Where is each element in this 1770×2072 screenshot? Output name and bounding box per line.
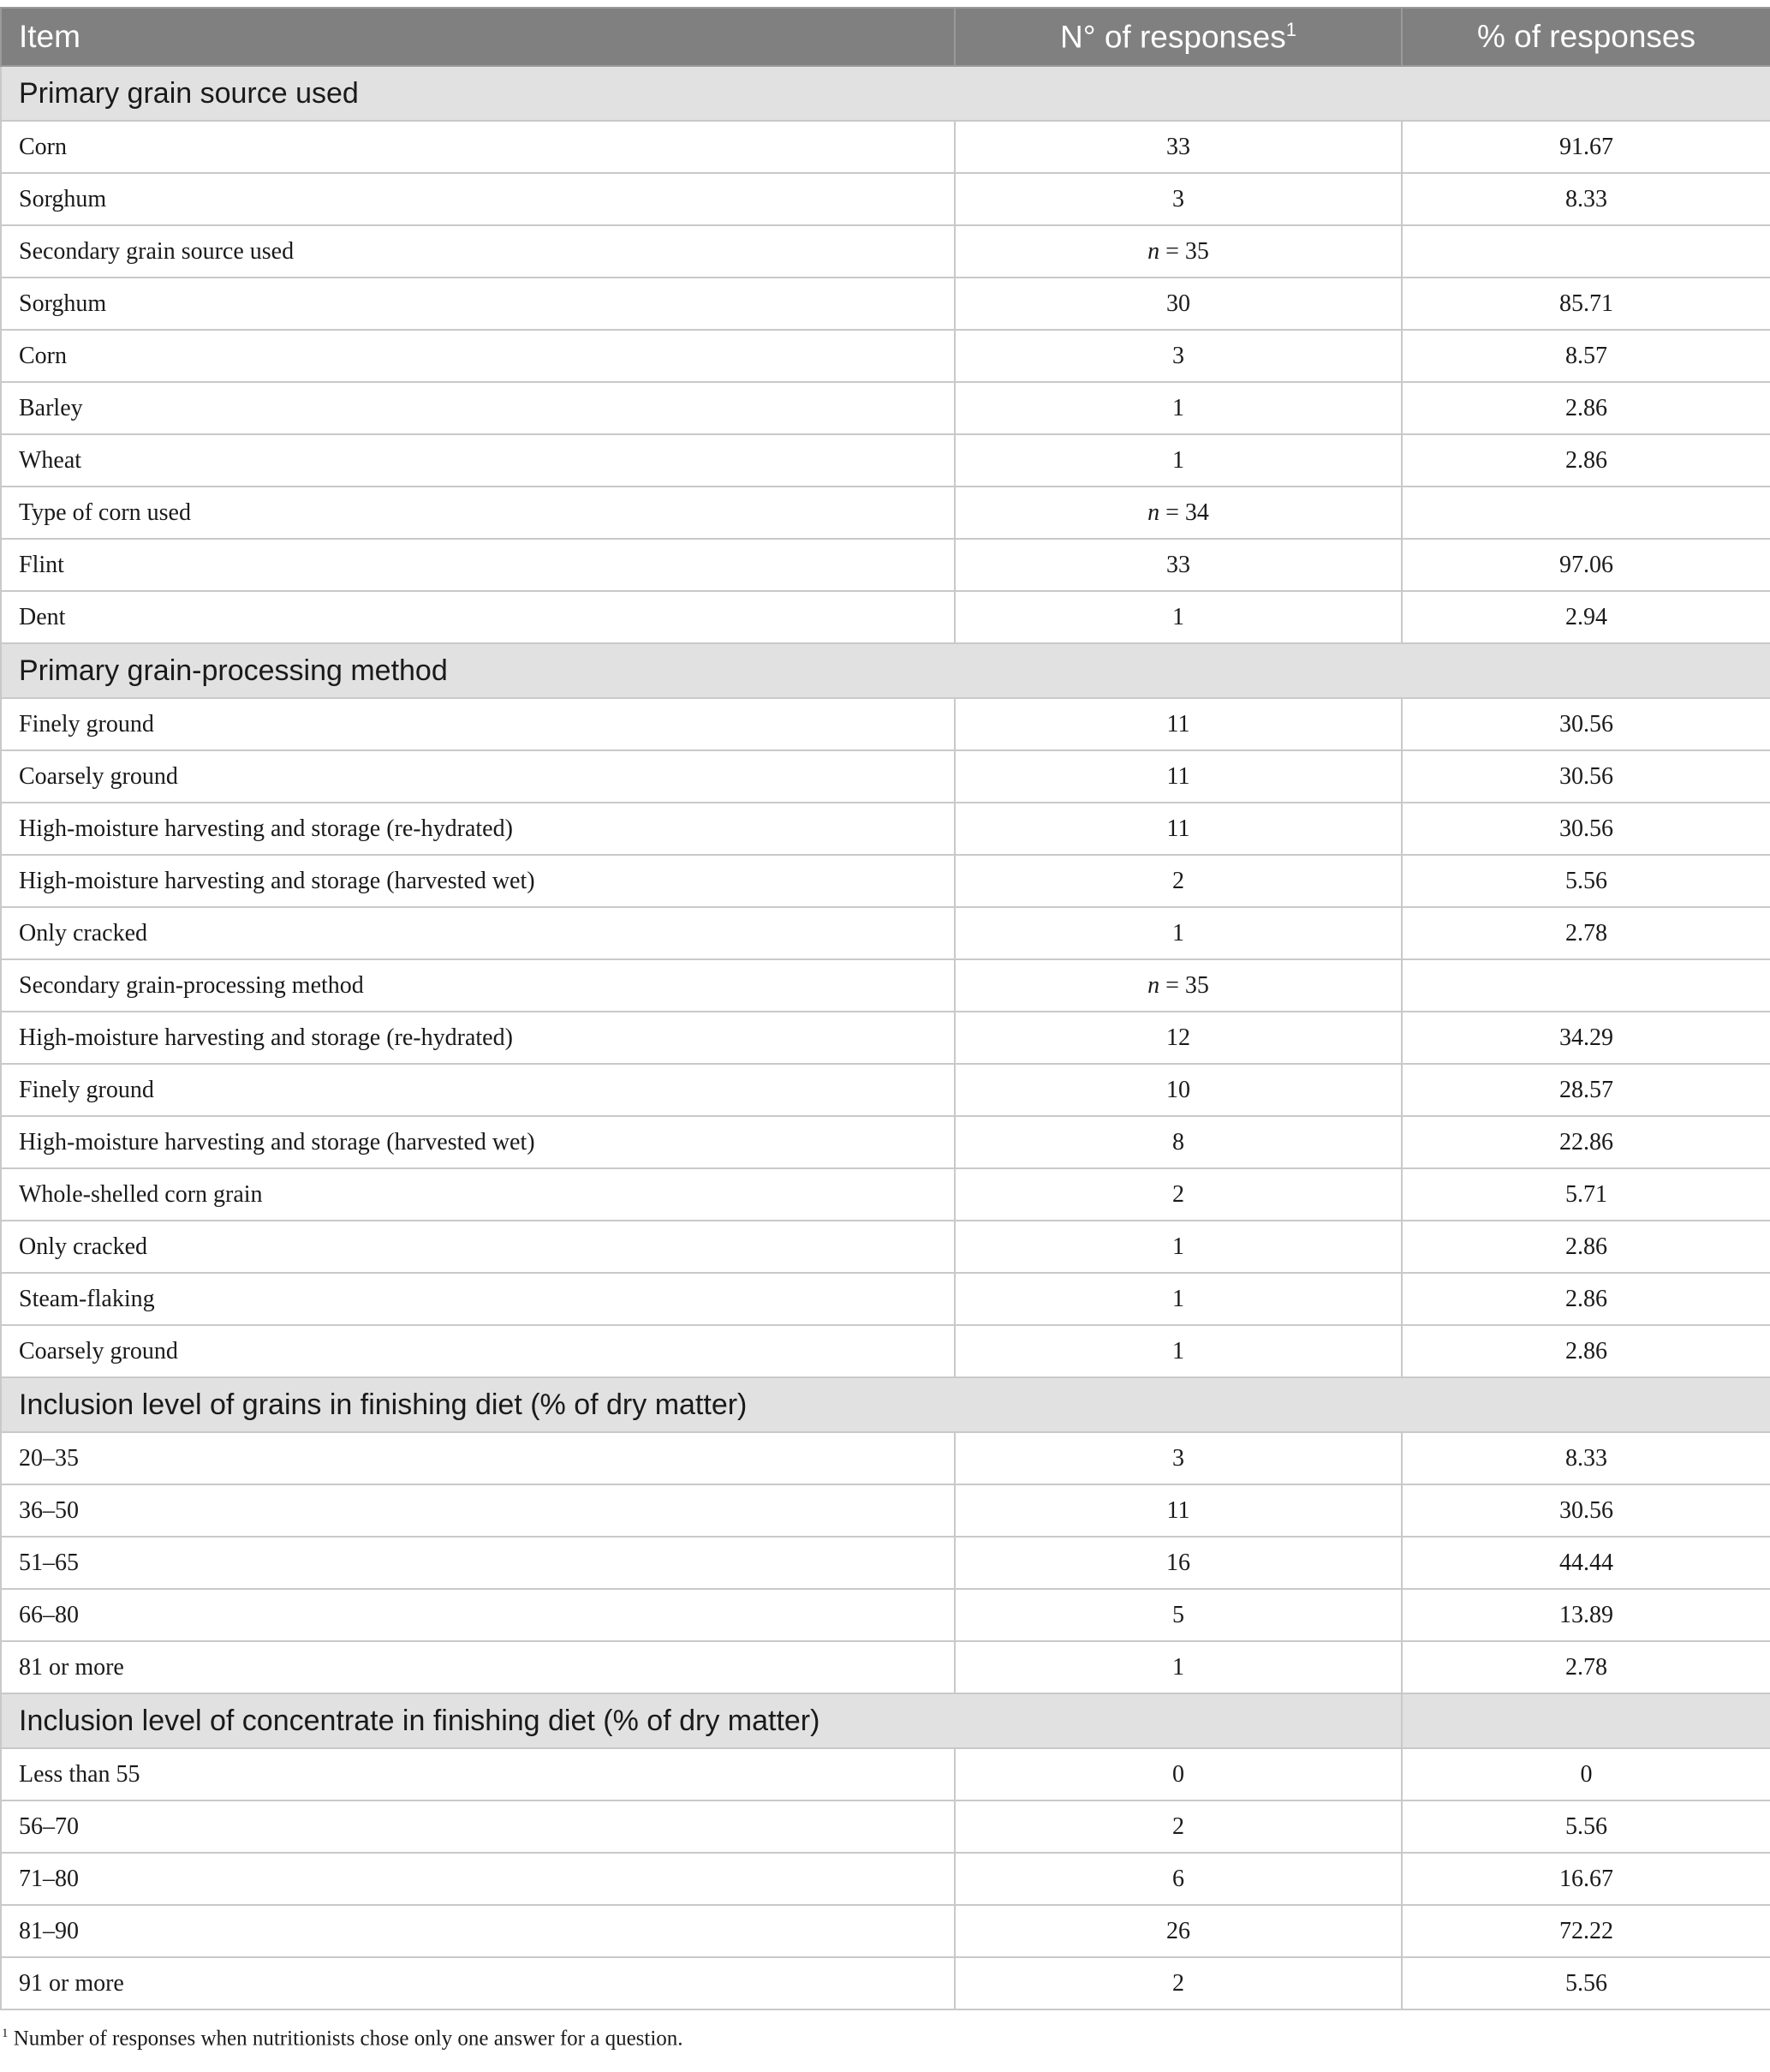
- header-count-label: N° of responses: [1060, 19, 1286, 55]
- percent-cell: 2.78: [1402, 1641, 1770, 1693]
- count-cell: 3: [955, 330, 1402, 382]
- count-cell: 11: [955, 698, 1402, 750]
- item-cell: High-moisture harvesting and storage (harvested wet): [1, 855, 955, 907]
- table-row: [1, 907, 1770, 959]
- table-row: [1, 278, 1770, 330]
- count-cell: 1: [955, 907, 1402, 959]
- item-cell: Wheat: [1, 434, 955, 487]
- item-cell: 51–65: [1, 1537, 955, 1589]
- percent-cell: [1402, 959, 1770, 1012]
- percent-cell: 5.71: [1402, 1168, 1770, 1221]
- count-cell: 2: [955, 855, 1402, 907]
- header-item-label: Item: [19, 19, 80, 54]
- header-percent-label: % of responses: [1476, 19, 1696, 54]
- header-count-footnote-mark: 1: [1285, 18, 1296, 40]
- header-item: [1, 8, 955, 66]
- header-percent: [1402, 8, 1770, 66]
- count-cell: 33: [955, 539, 1402, 591]
- item-cell: Secondary grain source used: [1, 225, 955, 278]
- count-cell: 3: [955, 173, 1402, 225]
- table-row: [1, 1905, 1770, 1957]
- section-blank-cell: [1402, 1693, 1770, 1748]
- table-row: [1, 1748, 1770, 1800]
- percent-cell: 2.94: [1402, 591, 1770, 643]
- percent-cell: 30.56: [1402, 750, 1770, 803]
- percent-cell: 2.86: [1402, 1221, 1770, 1273]
- table-row: [1, 803, 1770, 855]
- percent-cell: 5.56: [1402, 855, 1770, 907]
- table-header: [1, 8, 1770, 66]
- count-cell: 10: [955, 1064, 1402, 1116]
- table-row: [1, 1800, 1770, 1853]
- count-cell: 1: [955, 1641, 1402, 1693]
- section-header-row: [1, 1693, 1770, 1748]
- table-row: [1, 1273, 1770, 1325]
- section-header-row: [1, 66, 1770, 121]
- section-header-row: [1, 1377, 1770, 1432]
- count-cell: 1: [955, 1273, 1402, 1325]
- item-cell: Only cracked: [1, 1221, 955, 1273]
- section-title: Inclusion level of grains in finishing diet (% of dry matter): [1, 1377, 1770, 1432]
- count-cell: 1: [955, 591, 1402, 643]
- item-cell: High-moisture harvesting and storage (harvested wet): [1, 1116, 955, 1168]
- table-row: [1, 330, 1770, 382]
- table-row: [1, 1957, 1770, 2009]
- percent-cell: 2.86: [1402, 382, 1770, 434]
- table-row: [1, 591, 1770, 643]
- count-cell: 8: [955, 1116, 1402, 1168]
- item-cell: Type of corn used: [1, 487, 955, 539]
- percent-cell: 28.57: [1402, 1064, 1770, 1116]
- survey-table-container: [0, 7, 1770, 2010]
- section-title: Inclusion level of concentrate in finishing diet (% of dry matter): [1, 1693, 1402, 1748]
- item-cell: 56–70: [1, 1800, 955, 1853]
- item-cell: Whole-shelled corn grain: [1, 1168, 955, 1221]
- count-cell: [955, 225, 1402, 278]
- sample-size-symbol: n: [1147, 971, 1160, 999]
- table-row: [1, 1221, 1770, 1273]
- table-row: [1, 382, 1770, 434]
- header-count: [955, 8, 1402, 66]
- count-cell: [955, 959, 1402, 1012]
- item-cell: 71–80: [1, 1853, 955, 1905]
- count-cell: 11: [955, 803, 1402, 855]
- count-cell: 30: [955, 278, 1402, 330]
- survey-table: [0, 7, 1770, 2010]
- percent-cell: 72.22: [1402, 1905, 1770, 1957]
- table-row: [1, 1484, 1770, 1537]
- percent-cell: 30.56: [1402, 1484, 1770, 1537]
- table-row: [1, 750, 1770, 803]
- percent-cell: 97.06: [1402, 539, 1770, 591]
- percent-cell: 2.86: [1402, 1325, 1770, 1377]
- section-header-row: [1, 643, 1770, 698]
- table-row: [1, 1168, 1770, 1221]
- sample-size-symbol: n: [1147, 237, 1160, 265]
- table-row: [1, 1589, 1770, 1641]
- count-cell: 26: [955, 1905, 1402, 1957]
- percent-cell: 91.67: [1402, 121, 1770, 173]
- item-cell: Dent: [1, 591, 955, 643]
- count-cell: 2: [955, 1957, 1402, 2009]
- table-row: [1, 434, 1770, 487]
- percent-cell: 2.86: [1402, 434, 1770, 487]
- percent-cell: 8.33: [1402, 173, 1770, 225]
- item-cell: Sorghum: [1, 173, 955, 225]
- item-cell: Coarsely ground: [1, 750, 955, 803]
- header-row: [1, 8, 1770, 66]
- percent-cell: 30.56: [1402, 698, 1770, 750]
- table-row: [1, 173, 1770, 225]
- count-cell: 16: [955, 1537, 1402, 1589]
- percent-cell: 34.29: [1402, 1012, 1770, 1064]
- count-cell: 3: [955, 1432, 1402, 1484]
- count-cell: 1: [955, 434, 1402, 487]
- percent-cell: 30.56: [1402, 803, 1770, 855]
- count-cell: 2: [955, 1168, 1402, 1221]
- item-cell: 81 or more: [1, 1641, 955, 1693]
- section-title: Primary grain source used: [1, 66, 1770, 121]
- table-row: [1, 1432, 1770, 1484]
- item-cell: 20–35: [1, 1432, 955, 1484]
- count-cell: 33: [955, 121, 1402, 173]
- table-row: [1, 1641, 1770, 1693]
- item-cell: Only cracked: [1, 907, 955, 959]
- percent-cell: 22.86: [1402, 1116, 1770, 1168]
- table-row: [1, 487, 1770, 539]
- percent-cell: 13.89: [1402, 1589, 1770, 1641]
- table-row: [1, 225, 1770, 278]
- sample-size-value: = 35: [1165, 971, 1209, 999]
- item-cell: Corn: [1, 330, 955, 382]
- percent-cell: 2.86: [1402, 1273, 1770, 1325]
- section-title: Primary grain-processing method: [1, 643, 1770, 698]
- item-cell: Flint: [1, 539, 955, 591]
- item-cell: 36–50: [1, 1484, 955, 1537]
- percent-cell: 0: [1402, 1748, 1770, 1800]
- footnote-mark: 1: [2, 2027, 9, 2040]
- count-cell: 0: [955, 1748, 1402, 1800]
- table-row: [1, 1116, 1770, 1168]
- table-row: [1, 539, 1770, 591]
- sample-size-symbol: n: [1147, 499, 1160, 526]
- count-cell: 6: [955, 1853, 1402, 1905]
- table-row: [1, 855, 1770, 907]
- count-cell: [955, 487, 1402, 539]
- item-cell: 66–80: [1, 1589, 955, 1641]
- footnote-text: Number of responses when nutritionists chose only one answer for a question.: [8, 2027, 683, 2051]
- item-cell: 91 or more: [1, 1957, 955, 2009]
- table-row: [1, 1064, 1770, 1116]
- item-cell: Barley: [1, 382, 955, 434]
- item-cell: Coarsely ground: [1, 1325, 955, 1377]
- table-row: [1, 1325, 1770, 1377]
- percent-cell: 85.71: [1402, 278, 1770, 330]
- count-cell: 5: [955, 1589, 1402, 1641]
- item-cell: 81–90: [1, 1905, 955, 1957]
- percent-cell: 16.67: [1402, 1853, 1770, 1905]
- item-cell: Less than 55: [1, 1748, 955, 1800]
- table-row: [1, 959, 1770, 1012]
- count-cell: 11: [955, 1484, 1402, 1537]
- table-row: [1, 1012, 1770, 1064]
- percent-cell: 8.33: [1402, 1432, 1770, 1484]
- table-body: [1, 66, 1770, 2009]
- percent-cell: 2.78: [1402, 907, 1770, 959]
- table-row: [1, 1853, 1770, 1905]
- item-cell: Sorghum: [1, 278, 955, 330]
- item-cell: Secondary grain-processing method: [1, 959, 955, 1012]
- table-row: [1, 1537, 1770, 1589]
- item-cell: Corn: [1, 121, 955, 173]
- item-cell: High-moisture harvesting and storage (re-hydrated): [1, 1012, 955, 1064]
- table-footnote: [2, 2027, 683, 2051]
- item-cell: High-moisture harvesting and storage (re-hydrated): [1, 803, 955, 855]
- sample-size-value: = 34: [1165, 499, 1209, 526]
- item-cell: Finely ground: [1, 698, 955, 750]
- sample-size-value: = 35: [1165, 237, 1209, 265]
- item-cell: Steam-flaking: [1, 1273, 955, 1325]
- count-cell: 12: [955, 1012, 1402, 1064]
- percent-cell: 8.57: [1402, 330, 1770, 382]
- percent-cell: [1402, 225, 1770, 278]
- percent-cell: 5.56: [1402, 1800, 1770, 1853]
- count-cell: 2: [955, 1800, 1402, 1853]
- count-cell: 11: [955, 750, 1402, 803]
- percent-cell: 5.56: [1402, 1957, 1770, 2009]
- count-cell: 1: [955, 1325, 1402, 1377]
- table-row: [1, 121, 1770, 173]
- item-cell: Finely ground: [1, 1064, 955, 1116]
- table-row: [1, 698, 1770, 750]
- count-cell: 1: [955, 382, 1402, 434]
- count-cell: 1: [955, 1221, 1402, 1273]
- percent-cell: 44.44: [1402, 1537, 1770, 1589]
- percent-cell: [1402, 487, 1770, 539]
